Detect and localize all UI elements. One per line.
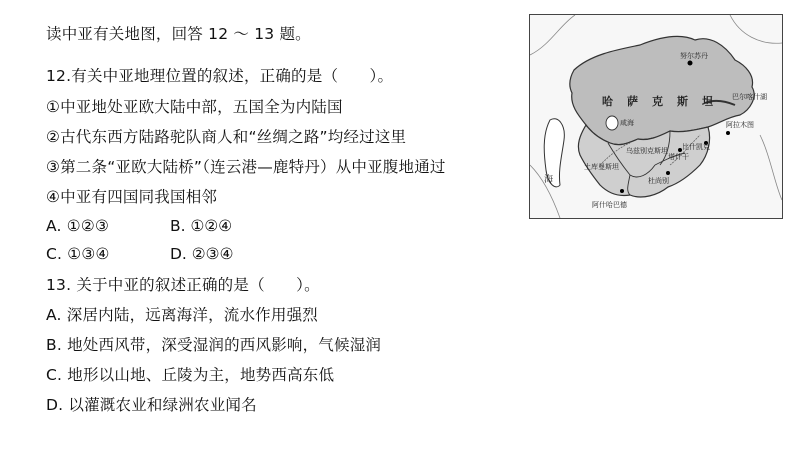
q12-statement-4: ④中亚有四国同我国相邻 bbox=[46, 188, 218, 206]
map-label-almaty: 阿拉木图 bbox=[726, 121, 754, 129]
map-label-aral: 咸海 bbox=[620, 119, 634, 127]
map-label-kazakhstan: 哈萨克斯坦 bbox=[602, 95, 727, 108]
dushanbe-dot bbox=[666, 171, 670, 175]
ashgabat-dot bbox=[620, 189, 624, 193]
q12-option-b: B. ①②④ bbox=[170, 217, 233, 235]
map-label-balkhash: 巴尔喀什湖 bbox=[732, 93, 767, 101]
map-label-sea: 海 bbox=[544, 175, 554, 185]
map-label-tashkent: 塔什干 bbox=[668, 153, 689, 161]
map-label-ashgabat: 阿什哈巴德 bbox=[592, 201, 627, 209]
q13-option-a: A. 深居内陆，远离海洋，流水作用强烈 bbox=[46, 306, 318, 324]
almaty-dot bbox=[726, 131, 730, 135]
q13-stem: 13. 关于中亚的叙述正确的是（ ）。 bbox=[46, 276, 320, 294]
q13-option-b: B. 地处西风带，深受湿润的西风影响，气候湿润 bbox=[46, 336, 382, 354]
q12-option-c: C. ①③④ bbox=[46, 245, 110, 263]
q12-option-a: A. ①②③ bbox=[46, 217, 110, 235]
q13-option-c: C. 地形以山地、丘陵为主，地势西高东低 bbox=[46, 366, 335, 384]
q12-statement-3: ③第二条“亚欧大陆桥”（连云港—鹿特丹）从中亚腹地通过 bbox=[46, 158, 446, 176]
map-label-dushanbe: 杜尚别 bbox=[648, 177, 669, 185]
central-asia-map bbox=[529, 14, 783, 219]
map-label-bishkek: 比什凯克 bbox=[682, 143, 710, 151]
astana-dot bbox=[688, 61, 693, 66]
q12-statement-1: ①中亚地处亚欧大陆中部，五国全为内陆国 bbox=[46, 98, 343, 116]
map-label-uzbek: 乌兹别克斯坦 bbox=[626, 147, 668, 155]
q13-option-d: D. 以灌溉农业和绿洲农业闻名 bbox=[46, 396, 257, 414]
q12-stem: 12.有关中亚地理位置的叙述，正确的是（ ）。 bbox=[46, 67, 394, 85]
q12-option-d: D. ②③④ bbox=[170, 245, 234, 263]
map-label-astana: 努尔苏丹 bbox=[680, 52, 708, 60]
map-label-turkmen: 土库曼斯坦 bbox=[584, 163, 619, 171]
q12-statement-2: ②古代东西方陆路驼队商人和“丝绸之路”均经过这里 bbox=[46, 128, 407, 146]
intro-text: 读中亚有关地图，回答 12 ～ 13 题。 bbox=[46, 25, 311, 43]
map-graphic bbox=[530, 15, 782, 218]
aral-sea bbox=[606, 116, 618, 130]
